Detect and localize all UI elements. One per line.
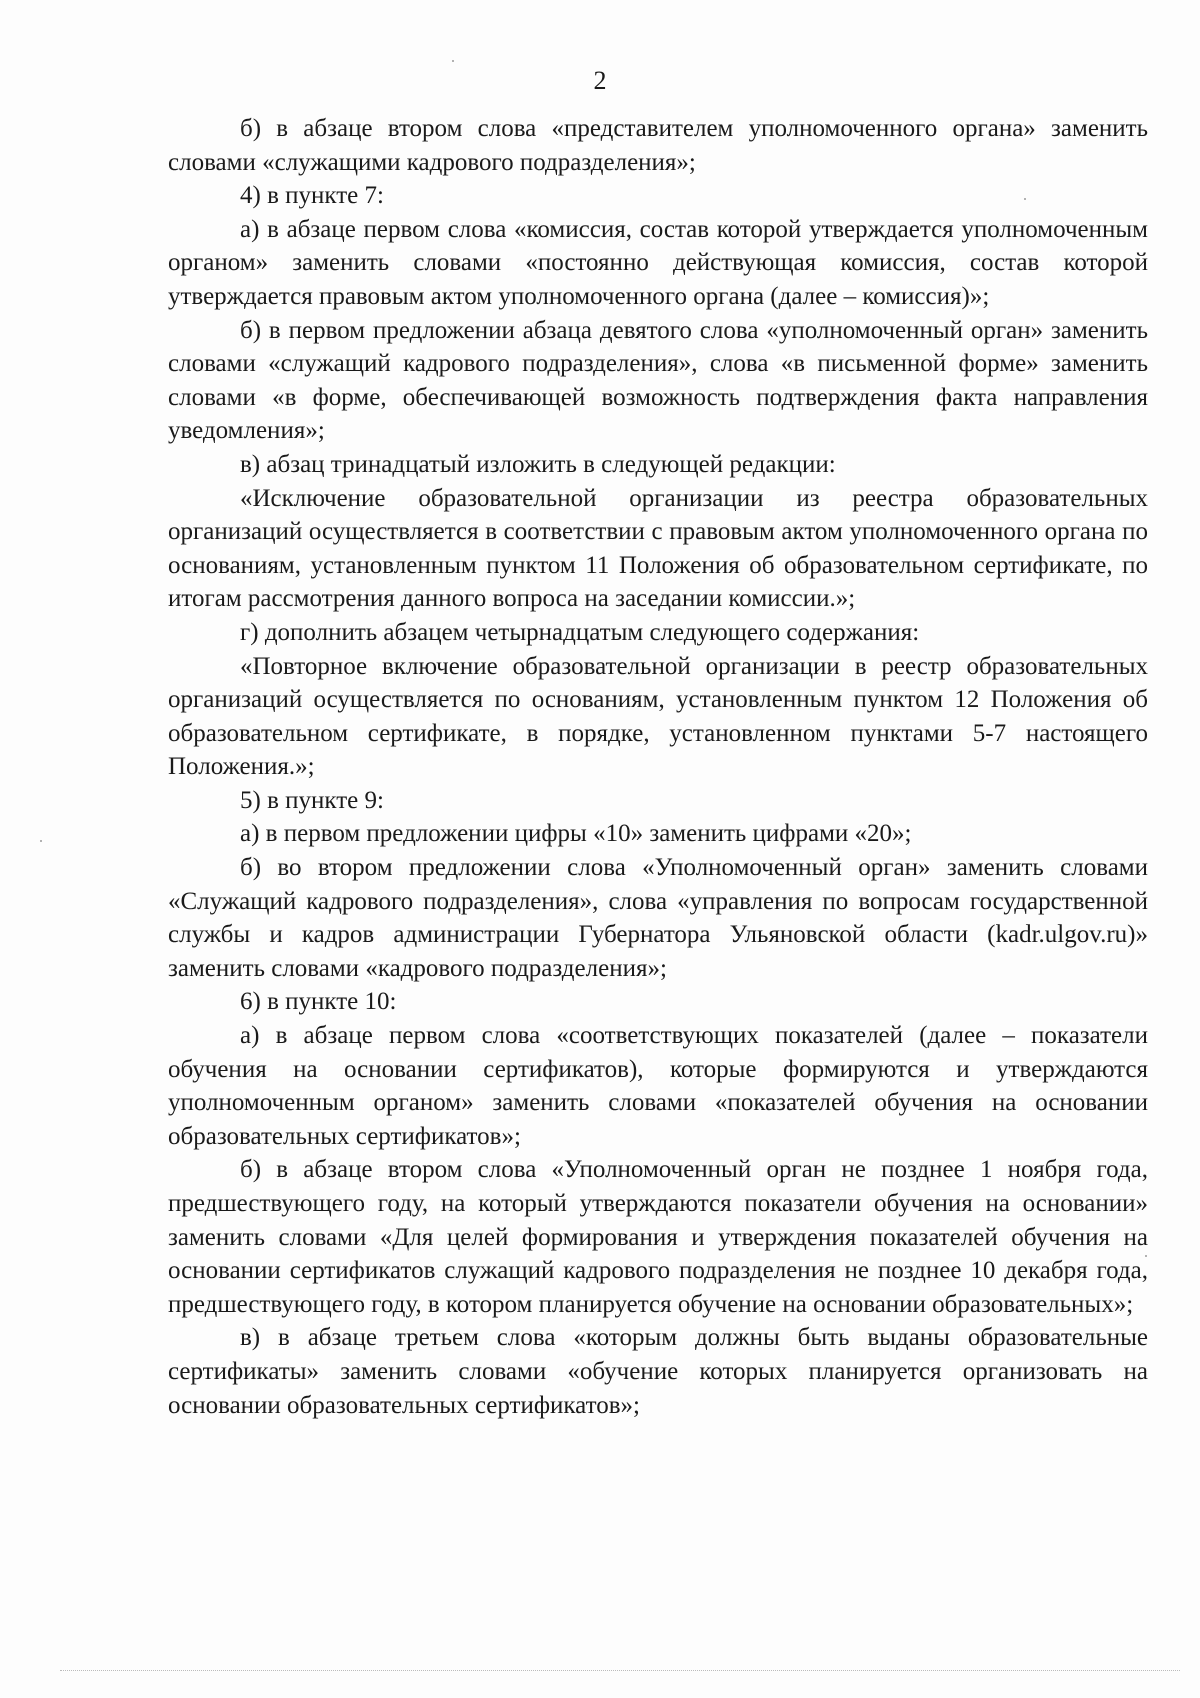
paragraph: б) в абзаце втором слова «Уполномоченный орган не позднее 1 ноября года, предшествующего году, на который утверждаются показатели обучения на основании» заменить словами «Для целей формирования и утверждения показателей обучения на основании сертификатов служащий кадрового подразделения не позднее 10 декабря года, предшествующего году, в котором планируется обучение на основании образовательных»; bbox=[168, 1156, 1148, 1318]
paragraph: б) во втором предложении слова «Уполномоченный орган» заменить словами «Служащий кадрового подразделения», слова «управления по вопросам государственной службы и кадров администрации Губернатора Ульяновской области (kadr.ulgov.ru)» заменить словами «кадрового подразделения»; bbox=[168, 854, 1148, 982]
scan-artifact-line bbox=[60, 1670, 1180, 1673]
scan-speck bbox=[452, 60, 454, 62]
paragraph: «Повторное включение образовательной организации в реестр образовательных организаций осуществляется по основаниям, установленным пунктом 12 Положения об образовательном сертификате, в порядке, установленном пунктами 5-7 настоящего Положения.»; bbox=[168, 652, 1148, 781]
paragraph: «Исключение образовательной организации из реестра образовательных организаций осуществляется в соответствии с правовым актом уполномоченного органа по основаниям, установленным пунктом 11 Положения об образовательном сертификате, по итогам рассмотрения данного вопроса на заседании комиссии.»; bbox=[168, 484, 1148, 613]
scan-speck bbox=[1145, 1255, 1147, 1257]
paragraph: 6) в пункте 10: bbox=[240, 988, 397, 1016]
paragraph: в) абзац тринадцатый изложить в следующей редакции: bbox=[240, 450, 836, 478]
paragraph: а) в абзаце первом слова «соответствующих показателей (далее – показатели обучения на основании сертификатов), которые формируются и утверждаются уполномоченным органом» заменить словами «показателей обучения на основании образовательных сертификатов»; bbox=[168, 1022, 1148, 1150]
paragraph: б) в первом предложении абзаца девятого слова «уполномоченный орган» заменить словами «служащий кадрового подразделения», слова «в письменной форме» заменить словами «в форме, обеспечивающей возможность подтверждения факта направления уведомления»; bbox=[168, 316, 1148, 445]
paragraph: б) в абзаце втором слова «представителем уполномоченного органа» заменить словами «служащими кадрового подразделения»; bbox=[168, 115, 1148, 176]
paragraph: а) в первом предложении цифры «10» заменить цифрами «20»; bbox=[240, 820, 912, 848]
paragraph: 5) в пункте 9: bbox=[240, 786, 384, 814]
paragraph: г) дополнить абзацем четырнадцатым следующего содержания: bbox=[240, 618, 920, 646]
scan-speck bbox=[1024, 198, 1026, 200]
document-body bbox=[168, 112, 1148, 1422]
paragraph: 4) в пункте 7: bbox=[240, 182, 384, 210]
page-number: 2 bbox=[593, 66, 607, 95]
paragraph: а) в абзаце первом слова «комиссия, состав которой утверждается уполномоченным органом» заменить словами «постоянно действующая комиссия, состав которой утверждается правовым актом уполномоченного органа (далее – комиссия)»; bbox=[168, 215, 1148, 310]
paragraph: в) в абзаце третьем слова «которым должны быть выданы образовательные сертификаты» заменить словами «обучение которых планируется организовать на основании образовательных сертификатов»; bbox=[168, 1324, 1148, 1419]
scan-speck bbox=[40, 840, 42, 842]
